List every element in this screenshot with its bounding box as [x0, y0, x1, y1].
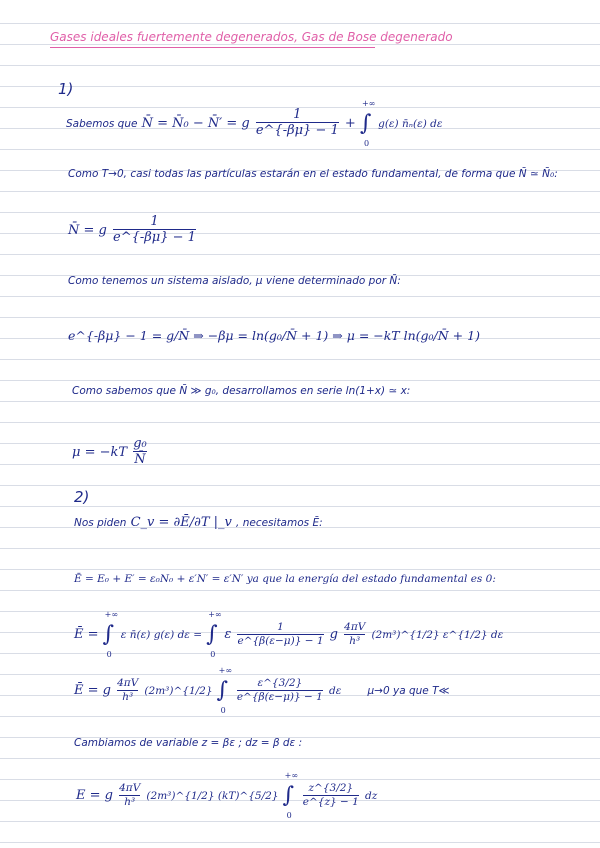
eq-suffix: , necesitamos Ē: — [236, 517, 323, 529]
frac-num: 4πV — [119, 782, 141, 794]
int-upper: +∞ — [284, 771, 298, 781]
frac-den: e^{z} − 1 — [302, 795, 359, 808]
eq-lhs: μ = −kT — [72, 444, 128, 460]
eq-fraction — [237, 622, 323, 647]
frac-den: h³ — [344, 634, 365, 648]
eq-fraction-2 — [237, 678, 323, 703]
eq-lhs: E = g — [76, 788, 113, 804]
eq-mid: (2m³)^{1/2} (kT)^{5/2} — [146, 790, 279, 803]
eq-plus: + — [344, 115, 356, 131]
eq-energy-split: Ē = E₀ + E′ = ε₀N₀ + ε′N′ = ε′N′ ya que la energía del estado fundamental es 0: — [74, 573, 496, 585]
text-change-variable: Cambiamos de variable z = βε ; dz = β dε : — [74, 737, 303, 749]
frac-den: e^{β(ε−μ)} − 1 — [237, 634, 324, 647]
frac-num: g₀ — [133, 436, 147, 451]
integral-sign: ∫ +∞ 0 — [102, 610, 119, 660]
eq-tail: dε — [329, 685, 342, 698]
eq-fraction — [119, 783, 140, 808]
page-title: Gases ideales fuertemente degenerados, Gas de Bose degenerado — [50, 30, 453, 44]
eq-lhs: Ē = g — [74, 683, 111, 699]
frac-num: 1 — [293, 107, 302, 122]
eq-tail: (2m³)^{1/2} ε^{1/2} dε — [371, 629, 504, 642]
eq-note: μ→0 ya que T≪ — [367, 685, 450, 698]
eq-cv — [74, 515, 323, 530]
eq-tail: dz — [364, 790, 378, 803]
eq-cv-def: C_v = ∂Ē/∂T |_v — [130, 515, 232, 530]
int-lower: 0 — [286, 811, 292, 821]
integral-sign: ∫ +∞ 0 — [216, 666, 233, 716]
frac-num: 1 — [150, 214, 159, 229]
int-lower: 0 — [220, 706, 226, 716]
section-2-number: 2) — [74, 488, 90, 506]
eq-energy-integral — [74, 610, 504, 660]
frac-num: ε^{3/2} — [257, 677, 303, 689]
eq-integrand: g(ε) n̄ₙ(ε) dε — [378, 117, 443, 130]
eq-n-total — [66, 98, 443, 148]
eq-fraction — [117, 678, 138, 703]
eq-eps: ε — [224, 627, 232, 643]
frac-den: e^{-βμ} − 1 — [113, 230, 196, 246]
eq-integrand: ε n̄(ε) g(ε) dε = — [120, 629, 203, 642]
eq-fraction — [113, 215, 196, 246]
frac-den: N̄ — [134, 452, 146, 468]
text-isolated: Como tenemos un sistema aislado, μ viene determinado por N̄: — [68, 275, 401, 287]
int-upper: +∞ — [208, 610, 222, 620]
frac-den: e^{β(ε−μ)} − 1 — [236, 690, 323, 703]
int-lower: 0 — [210, 650, 216, 660]
eq-mu-derivation: e^{-βμ} − 1 = g/N̄ ⇒ −βμ = ln(g₀/N̄ + 1) ⇒ μ = −kT ln(g₀/N̄ + 1) — [68, 328, 480, 343]
eq-fraction-2 — [344, 622, 365, 647]
frac-num: 4πV — [117, 677, 139, 689]
frac-num: 4πV — [344, 621, 366, 633]
frac-den: h³ — [119, 795, 140, 809]
frac-den: e^{-βμ} − 1 — [255, 123, 339, 139]
text-limit: Como T→0, casi todas las partículas estarán en el estado fundamental, de forma que N̄ ≃ N̄₀: — [68, 168, 558, 180]
frac-num: 1 — [277, 621, 284, 633]
eq-g: g — [329, 627, 338, 643]
eq-energy-simplified — [74, 666, 450, 716]
eq-lhs: N̄ = g — [68, 222, 107, 238]
int-lower: 0 — [106, 650, 112, 660]
int-upper: +∞ — [104, 610, 119, 620]
title-underline — [50, 47, 375, 48]
section-1-number: 1) — [58, 80, 74, 98]
frac-den: h³ — [117, 690, 138, 704]
eq-prefix: Sabemos que — [66, 117, 138, 130]
integral-sign: ∫ +∞ 0 — [359, 98, 376, 148]
integral-sign: ∫ +∞ 0 — [206, 610, 222, 660]
eq-lhs: N̄ = N̄₀ − N̄′ = g — [141, 115, 250, 131]
eq-prefix: Nos piden — [74, 517, 127, 529]
int-upper: +∞ — [218, 666, 233, 676]
eq-mid: (2m³)^{1/2} — [144, 685, 213, 698]
eq-fraction — [256, 108, 339, 139]
integral-sign: ∫ +∞ 0 — [282, 771, 298, 821]
eq-energy-z — [76, 771, 378, 821]
int-lower: 0 — [363, 138, 370, 148]
frac-num: z^{3/2} — [308, 782, 354, 794]
eq-mu-result — [72, 437, 149, 468]
eq-lhs: Ē = — [74, 627, 99, 643]
eq-fraction-2 — [303, 783, 359, 808]
eq-fraction — [133, 437, 147, 468]
eq-n-fundamental — [68, 215, 198, 246]
text-series: Como sabemos que N̄ ≫ g₀, desarrollamos en serie ln(1+x) ≃ x: — [72, 385, 411, 397]
int-upper: +∞ — [361, 98, 376, 108]
